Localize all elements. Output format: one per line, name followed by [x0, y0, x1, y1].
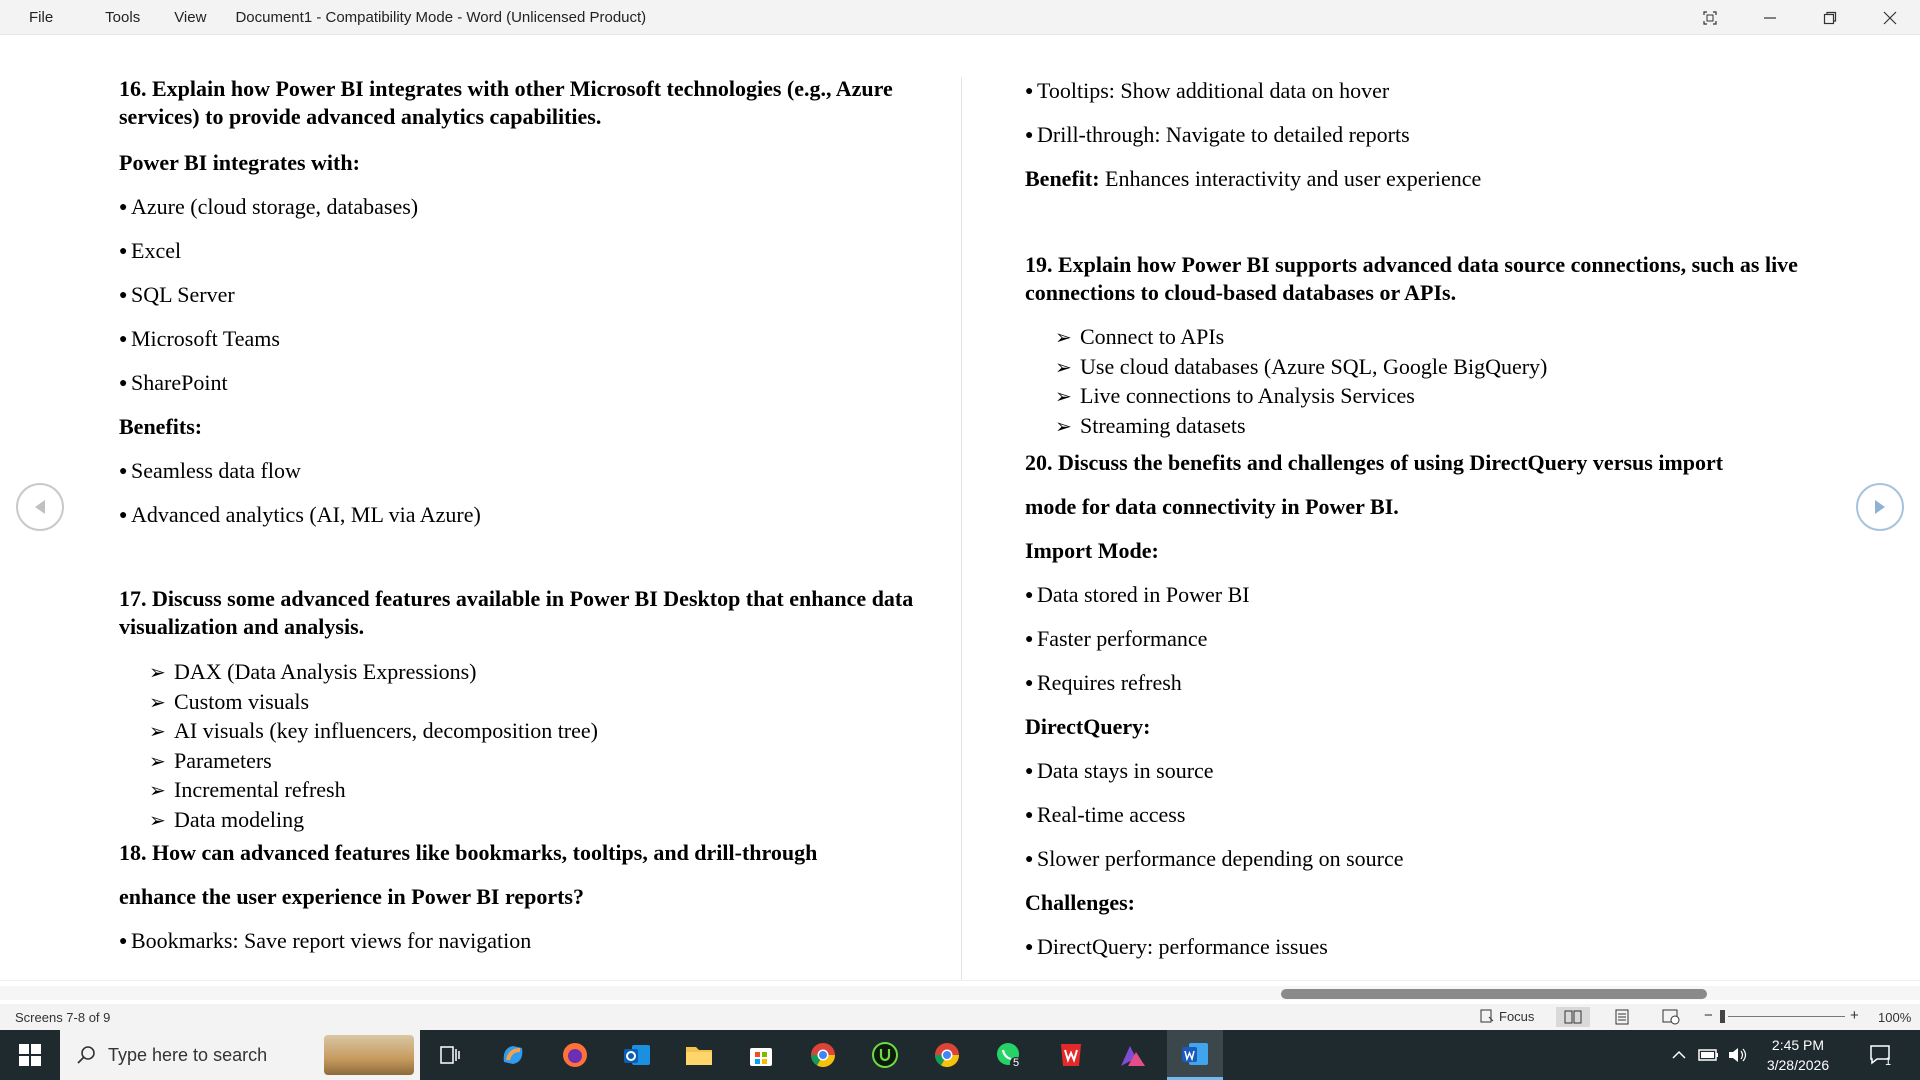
fullscreen-icon — [1702, 10, 1718, 26]
notification-count: 1 — [1885, 1056, 1892, 1068]
bullet-item: ● Slower performance depending on source — [1025, 846, 1404, 871]
zoom-level[interactable]: 100% — [1878, 1010, 1912, 1025]
volume-button[interactable] — [1724, 1030, 1750, 1080]
bullet-item: ● Data stays in source — [1025, 758, 1214, 783]
battery-button[interactable] — [1696, 1030, 1722, 1080]
triangle-left-icon — [32, 498, 48, 516]
speaker-icon — [1727, 1047, 1747, 1063]
menu-view[interactable]: View — [174, 8, 207, 26]
list-item: ➢ Live connections to Analysis Services — [1055, 383, 1415, 408]
list-item: ➢ Streaming datasets — [1055, 412, 1246, 438]
wps-office-button[interactable] — [1043, 1030, 1099, 1080]
bullet-item: ● Advanced analytics (AI, ML via Azure) — [119, 502, 481, 527]
zoom-out-button[interactable]: − — [1704, 1007, 1713, 1024]
taskbar — [0, 1030, 1920, 1080]
clock-time: 2:45 PM — [1771, 1037, 1825, 1053]
store-icon — [747, 1041, 775, 1069]
search-highlight-image — [324, 1035, 414, 1075]
question-18-line1: 18. How can advanced features like bookmarks, tooltips, and drill-through — [119, 840, 818, 865]
scrollbar-thumb[interactable] — [1281, 989, 1707, 999]
bullet-item: ● Seamless data flow — [119, 458, 301, 483]
zoom-in-button[interactable]: + — [1850, 1007, 1859, 1024]
column-divider — [961, 77, 962, 980]
zoom-slider-track[interactable] — [1728, 1016, 1845, 1017]
store-button[interactable] — [733, 1030, 789, 1080]
affinity-icon — [1118, 1042, 1148, 1068]
minimize-button[interactable] — [1740, 0, 1800, 35]
challenges-heading: Challenges: — [1025, 890, 1135, 915]
file-explorer-button[interactable] — [671, 1030, 727, 1080]
upwork-icon — [871, 1041, 899, 1069]
list-item: ➢ Connect to APIs — [1055, 324, 1225, 349]
bullet-item: ● Drill-through: Navigate to detailed reports — [1025, 122, 1410, 147]
bullet-item: ● DirectQuery: performance issues — [1025, 934, 1328, 959]
directquery-heading: DirectQuery: — [1025, 714, 1151, 739]
upwork-button[interactable] — [857, 1030, 913, 1080]
word-button[interactable] — [1167, 1030, 1223, 1080]
next-screen-button[interactable] — [1856, 483, 1904, 531]
chrome-profile-button[interactable] — [919, 1030, 975, 1080]
whatsapp-badge: 5 — [1013, 1057, 1020, 1069]
bullet-item: ● Real-time access — [1025, 802, 1186, 827]
bullet-item: ● Microsoft Teams — [119, 326, 280, 351]
bullet-item: ● Excel — [119, 238, 182, 263]
features-list — [149, 658, 598, 835]
previous-screen-button[interactable] — [16, 483, 64, 531]
connections-list — [1055, 323, 1547, 441]
taskbar-clock[interactable] — [1750, 1035, 1846, 1075]
bullet-item: ● SQL Server — [119, 282, 235, 307]
focus-label: Focus — [1499, 1008, 1535, 1024]
whatsapp-icon — [994, 1040, 1024, 1070]
page-count: Screens 7-8 of 9 — [15, 1010, 111, 1025]
minimize-icon — [1762, 10, 1778, 26]
question-19: 19. Explain how Power BI supports advanced data source connections, such as live connections to cloud-based databases or APIs. — [1025, 252, 1798, 305]
copilot-button[interactable] — [485, 1030, 541, 1080]
bullet-item: ● Faster performance — [1025, 626, 1208, 651]
search-icon — [76, 1045, 96, 1065]
wps-icon — [1057, 1041, 1085, 1069]
notifications-button[interactable] — [1852, 1030, 1908, 1080]
bullet-item: ● Tooltips: Show additional data on hover — [1025, 78, 1390, 103]
list-item: ➢ DAX (Data Analysis Expressions) — [149, 659, 477, 684]
list-item: ➢ Custom visuals — [149, 688, 310, 714]
chrome-button[interactable] — [795, 1030, 851, 1080]
horizontal-scrollbar[interactable] — [0, 980, 1920, 1004]
folder-icon — [684, 1042, 714, 1068]
list-item: ➢ Use cloud databases (Azure SQL, Google BigQuery) — [1055, 353, 1548, 379]
bullet-item: ● Azure (cloud storage, databases) — [119, 194, 419, 219]
start-button[interactable] — [0, 1030, 60, 1080]
firefox-button[interactable] — [547, 1030, 603, 1080]
bullet-item: ● SharePoint — [119, 370, 228, 395]
show-hidden-icons-button[interactable] — [1666, 1030, 1692, 1080]
task-view-icon — [439, 1045, 461, 1065]
read-mode-button[interactable] — [1556, 1007, 1590, 1027]
taskbar-search[interactable] — [60, 1030, 420, 1080]
outlook-icon — [622, 1041, 652, 1069]
focus-icon — [1479, 1008, 1495, 1024]
list-item: ➢ Data modeling — [149, 806, 305, 832]
list-item: ➢ Parameters — [149, 747, 272, 773]
web-layout-icon — [1662, 1009, 1680, 1025]
web-layout-button[interactable] — [1654, 1007, 1688, 1027]
clock-date: 3/28/2026 — [1766, 1057, 1830, 1073]
print-layout-button[interactable] — [1605, 1007, 1639, 1027]
zoom-slider-thumb[interactable] — [1720, 1010, 1725, 1023]
copilot-icon — [498, 1040, 528, 1070]
bullet-item: ● Bookmarks: Save report views for navigation — [119, 928, 532, 953]
affinity-button[interactable] — [1105, 1030, 1161, 1080]
fullscreen-button[interactable] — [1680, 0, 1740, 35]
whatsapp-button[interactable] — [981, 1030, 1037, 1080]
restore-button[interactable] — [1800, 0, 1860, 35]
outlook-button[interactable] — [609, 1030, 665, 1080]
task-view-button[interactable] — [422, 1030, 478, 1080]
close-button[interactable] — [1860, 0, 1920, 35]
import-heading: Import Mode: — [1025, 538, 1159, 563]
menu-file[interactable]: File — [29, 8, 54, 26]
question-20-line1: 20. Discuss the benefits and challenges of using DirectQuery versus import — [1025, 450, 1724, 475]
question-16: 16. Explain how Power BI integrates with other Microsoft technologies (e.g., Azure services) to provide advanced analytics capabilities. — [119, 76, 893, 129]
list-item: ➢ AI visuals (key influencers, decomposition tree) — [149, 718, 598, 743]
list-item: ➢ Incremental refresh — [149, 777, 346, 802]
question-20-line2: mode for data connectivity in Power BI. — [1025, 494, 1399, 519]
window-title: Document1 - Compatibility Mode - Word (Unlicensed Product) — [235, 8, 647, 26]
search-placeholder: Type here to search — [108, 1044, 268, 1065]
document-area[interactable] — [0, 35, 1920, 980]
bullet-item: ● Data stored in Power BI — [1025, 582, 1250, 607]
close-icon — [1882, 10, 1898, 26]
triangle-right-icon — [1872, 498, 1888, 516]
menu-tools[interactable]: Tools — [105, 8, 141, 26]
chevron-up-icon — [1672, 1050, 1686, 1060]
word-icon — [1180, 1040, 1210, 1068]
bullet-item: ● Requires refresh — [1025, 670, 1182, 695]
page-icon — [1615, 1009, 1629, 1025]
windows-icon — [19, 1044, 41, 1066]
question-18-line2: enhance the user experience in Power BI reports? — [119, 884, 584, 909]
book-icon — [1564, 1010, 1582, 1024]
chrome-icon — [809, 1041, 837, 1069]
status-bar — [0, 1004, 1920, 1030]
restore-icon — [1822, 10, 1838, 26]
battery-icon — [1698, 1048, 1720, 1062]
firefox-icon — [561, 1041, 589, 1069]
benefit-line: Benefit: Enhances interactivity and user experience — [1025, 166, 1482, 191]
question-17: 17. Discuss some advanced features available in Power BI Desktop that enhance data visualization and analysis. — [119, 586, 914, 639]
focus-button[interactable] — [1479, 1008, 1534, 1024]
benefits-heading: Benefits: — [119, 414, 203, 439]
title-bar — [0, 0, 1920, 35]
chrome-icon — [933, 1041, 961, 1069]
integrates-heading: Power BI integrates with: — [119, 150, 360, 175]
